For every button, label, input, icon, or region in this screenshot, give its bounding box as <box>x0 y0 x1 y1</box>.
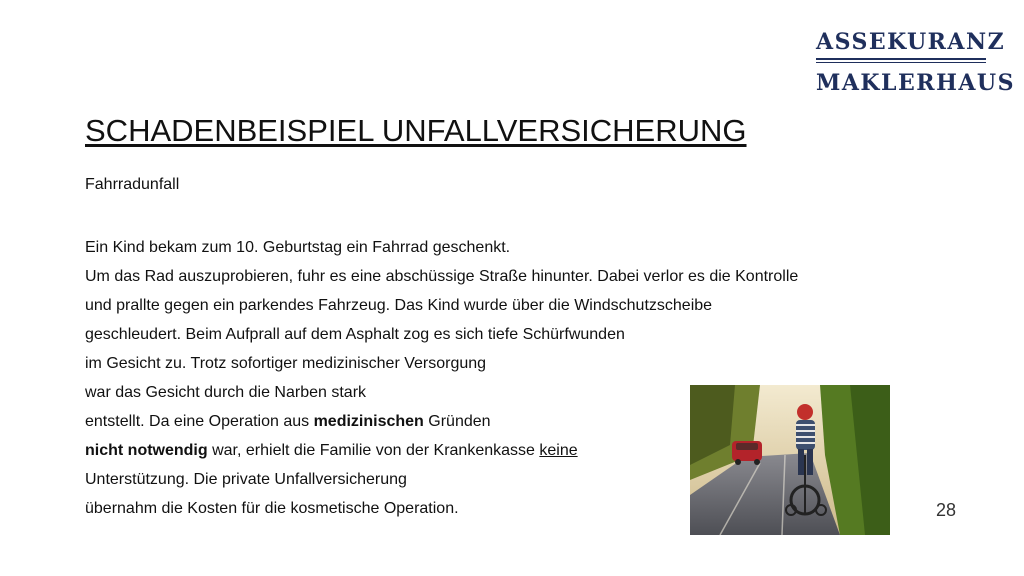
logo-divider-thin <box>816 62 986 63</box>
logo-divider <box>816 58 986 60</box>
body-line: war das Gesicht durch die Narben stark <box>85 384 367 401</box>
underlined-keyword: keine <box>539 442 578 459</box>
text-segment: war, erhielt die Familie von der Krankenkasse <box>207 442 540 459</box>
company-logo <box>816 29 1015 96</box>
body-line: und prallte gegen ein parkendes Fahrzeug. Das Kind wurde über die Windschutzscheibe <box>85 297 713 314</box>
page-number: 28 <box>936 500 957 520</box>
body-line: Unterstützung. Die private Unfallversicherung <box>85 471 407 488</box>
child-bicycle-photo <box>690 385 890 535</box>
slide-title: SCHADENBEISPIEL UNFALLVERSICHERUNG <box>85 113 747 148</box>
text-segment: entstellt. Da eine Operation aus <box>85 413 314 430</box>
body-line: Ein Kind bekam zum 10. Geburtstag ein Fahrrad geschenkt. <box>85 239 511 256</box>
text-segment: Gründen <box>423 413 491 430</box>
slide-subtitle: Fahrradunfall <box>85 176 180 193</box>
body-line: übernahm die Kosten für die kosmetische Operation. <box>85 500 459 517</box>
body-line: geschleudert. Beim Aufprall auf dem Asphalt zog es sich tiefe Schürfwunden <box>85 326 625 343</box>
logo-line-1: ASSEKURANZ <box>816 29 1006 55</box>
bold-keyword: nicht notwendig <box>85 442 208 459</box>
body-line: Um das Rad auszuprobieren, fuhr es eine abschüssige Straße hinunter. Dabei verlor es die Kontrolle <box>85 268 799 285</box>
bold-keyword: medizinischen <box>313 413 424 430</box>
logo-line-2: MAKLERHAUS <box>816 70 1015 96</box>
body-line: im Gesicht zu. Trotz sofortiger medizinischer Versorgung <box>85 355 487 372</box>
